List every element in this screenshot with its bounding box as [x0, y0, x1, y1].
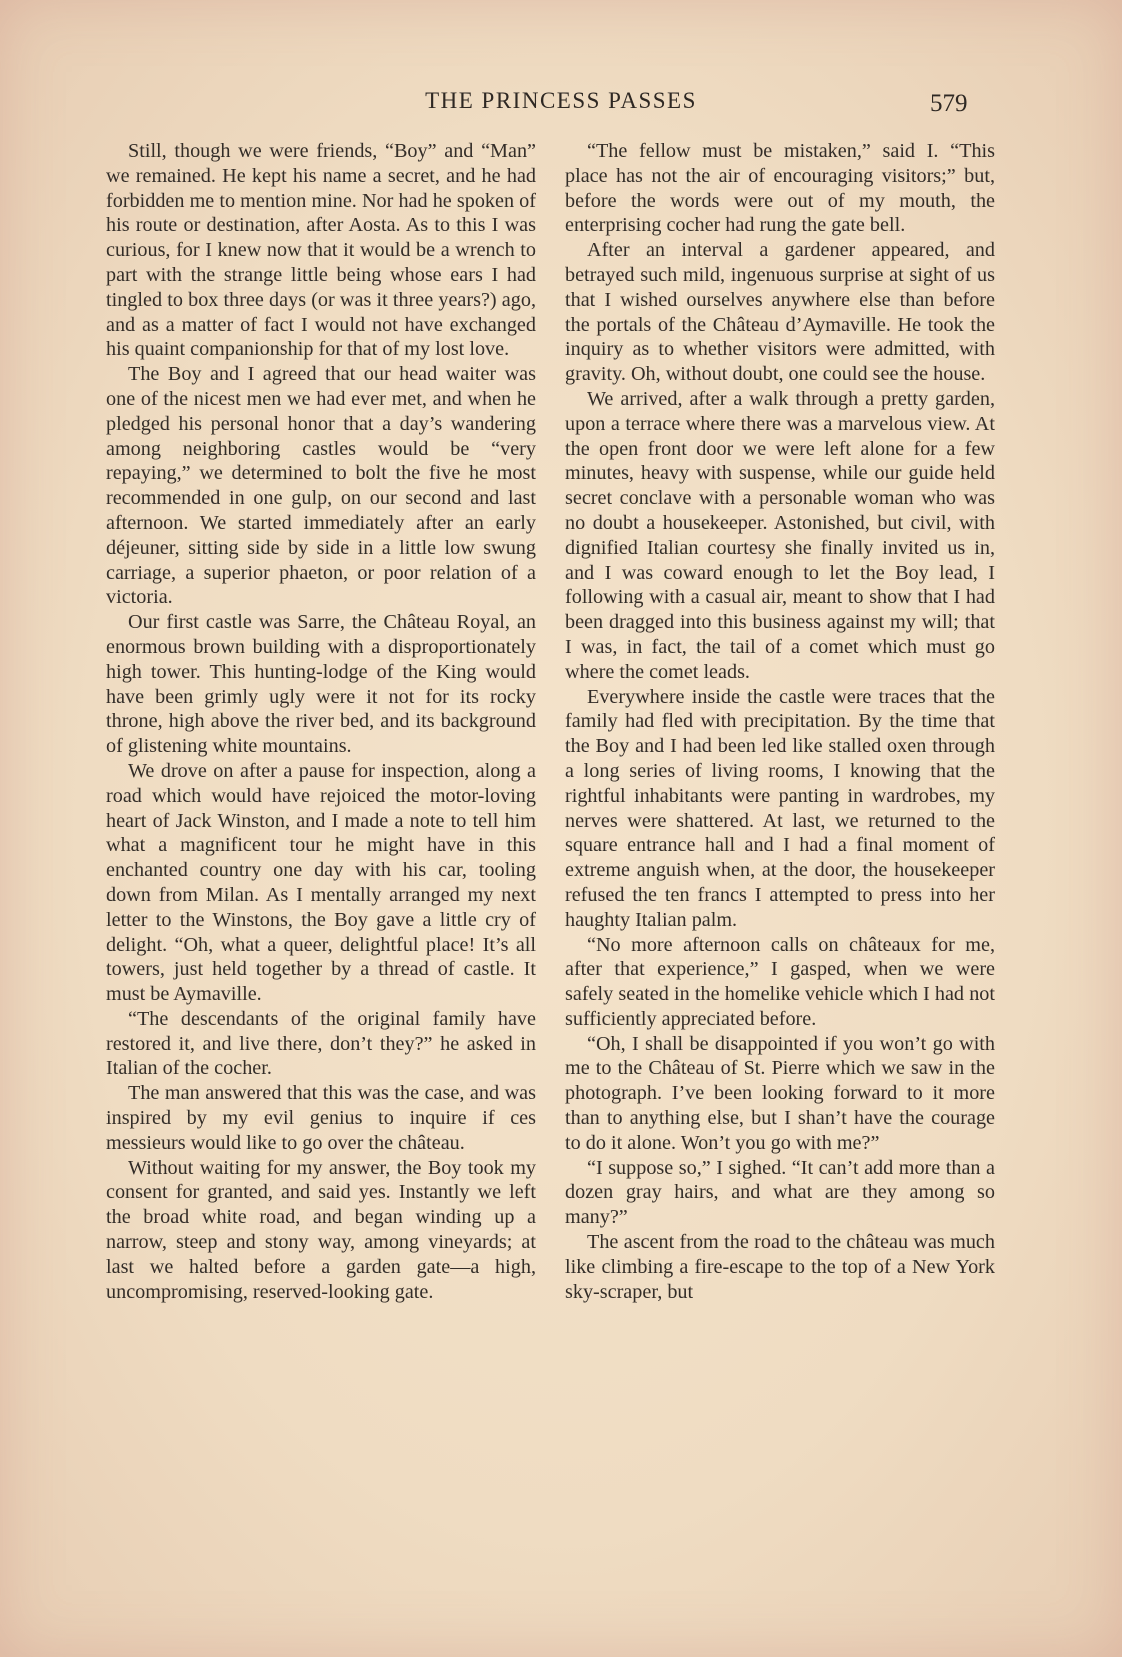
paragraph: “The fellow must be mistaken,” said I. “This place has not the air of encouraging visitors;” but, before the words were out of my mouth, the enterprising cocher had rung the gate bell.	[565, 140, 995, 237]
paragraph: We drove on after a pause for inspection, along a road which would have rejoiced the motor-loving heart of Jack Winston, and I made a note to tell him what a magnificent tour he might have in this enchanted country one day with his car, tooling down from Milan. As I mentally arranged my next letter to the Winstons, the Boy gave a little cry of delight. “Oh, what a queer, delightful place! It’s all towers, just held together by a thread of castle. It must be Aymaville.	[106, 759, 536, 1006]
paragraph: We arrived, after a walk through a pretty garden, upon a terrace where there was a marvelous view. At the open front door we were left alone for a few minutes, heavy with suspense, while our guide held secret conclave with a personable woman who was no doubt a housekeeper. Astonished, but civil, with dignified Italian courtesy she finally invited us in, and I was coward enough to let the Boy lead, I following with a casual air, meant to show that I had been dragged into this business against my will; that I was, in fact, the tail of a comet which must go where the comet leads.	[565, 387, 995, 683]
paragraph: Everywhere inside the castle were traces that the family had fled with precipitation. By the time that the Boy and I had been led like stalled oxen through a long series of living rooms, I knowing that the rightful inhabitants were panting in wardrobes, my nerves were shattered. At last, we returned to the square entrance hall and I had a final moment of extreme anguish when, at the door, the housekeeper refused the ten francs I attempted to press into her haughty Italian palm.	[565, 685, 995, 931]
paragraph: The ascent from the road to the château was much like climbing a fire-escape to the top of a New York sky-scraper, but	[565, 1231, 995, 1303]
paragraph: Without waiting for my answer, the Boy took my consent for granted, and said yes. Instantly we left the broad white road, and began winding up a narrow, steep and stony way, among vineyards; at last we halted before a garden gate—a high, uncompromising, reserved-looking gate.	[106, 1156, 536, 1303]
left-column	[106, 139, 536, 1304]
paragraph: “Oh, I shall be disappointed if you won’t go with me to the Château of St. Pierre which we saw in the photograph. I’ve been looking forward to it more than to anything else, but I shan’t have the courage to do it alone. Won’t you go with me?”	[565, 1032, 995, 1154]
running-head-title: THE PRINCESS PASSES	[425, 88, 697, 113]
right-column	[565, 139, 995, 1304]
paragraph: After an interval a gardener appeared, and betrayed such mild, ingenuous surprise at sight of us that I wished ourselves anywhere else than before the portals of the Château d’Aymaville. He took the inquiry as to whether visitors were admitted, with gravity. Oh, without doubt, one could see the house.	[565, 239, 995, 386]
page-number: 579	[930, 90, 968, 117]
paragraph: “No more afternoon calls on châteaux for me, after that experience,” I gasped, when we were safely seated in the homelike vehicle which I had not sufficiently appreciated before.	[565, 933, 995, 1030]
paragraph: “I suppose so,” I sighed. “It can’t add more than a dozen gray hairs, and what are they among so many?”	[565, 1156, 995, 1229]
paragraph: The Boy and I agreed that our head waiter was one of the nicest men we had ever met, and when he pledged his personal honor that a day’s wandering among neighboring castles would be “very repaying,” we determined to bolt the five he most recommended in one gulp, on our second and last afternoon. We started immediately after an early déjeuner, sitting side by side in a little low swung carriage, a superior phaeton, or poor relation of a victoria.	[106, 363, 536, 609]
paragraph: The man answered that this was the case, and was inspired by my evil genius to inquire if ces messieurs would like to go over the château.	[106, 1082, 536, 1154]
paragraph: “The descendants of the original family have restored it, and live there, don’t they?” he asked in Italian of the cocher.	[106, 1007, 536, 1080]
paragraph: Still, though we were friends, “Boy” and “Man” we remained. He kept his name a secret, and he had forbidden me to mention mine. Nor had he spoken of his route or destination, after Aosta. As to this I was curious, for I knew now that it would be a wrench to part with the strange little being whose ears I had tingled to box three days (or was it three years?) ago, and as a matter of fact I would not have exchanged his quaint companionship for that of my lost love.	[106, 140, 536, 361]
paragraph: Our first castle was Sarre, the Château Royal, an enormous brown building with a disproportionately high tower. This hunting-lodge of the King would have been grimly ugly were it not for its rocky throne, high above the river bed, and its background of glistening white mountains.	[106, 611, 536, 758]
